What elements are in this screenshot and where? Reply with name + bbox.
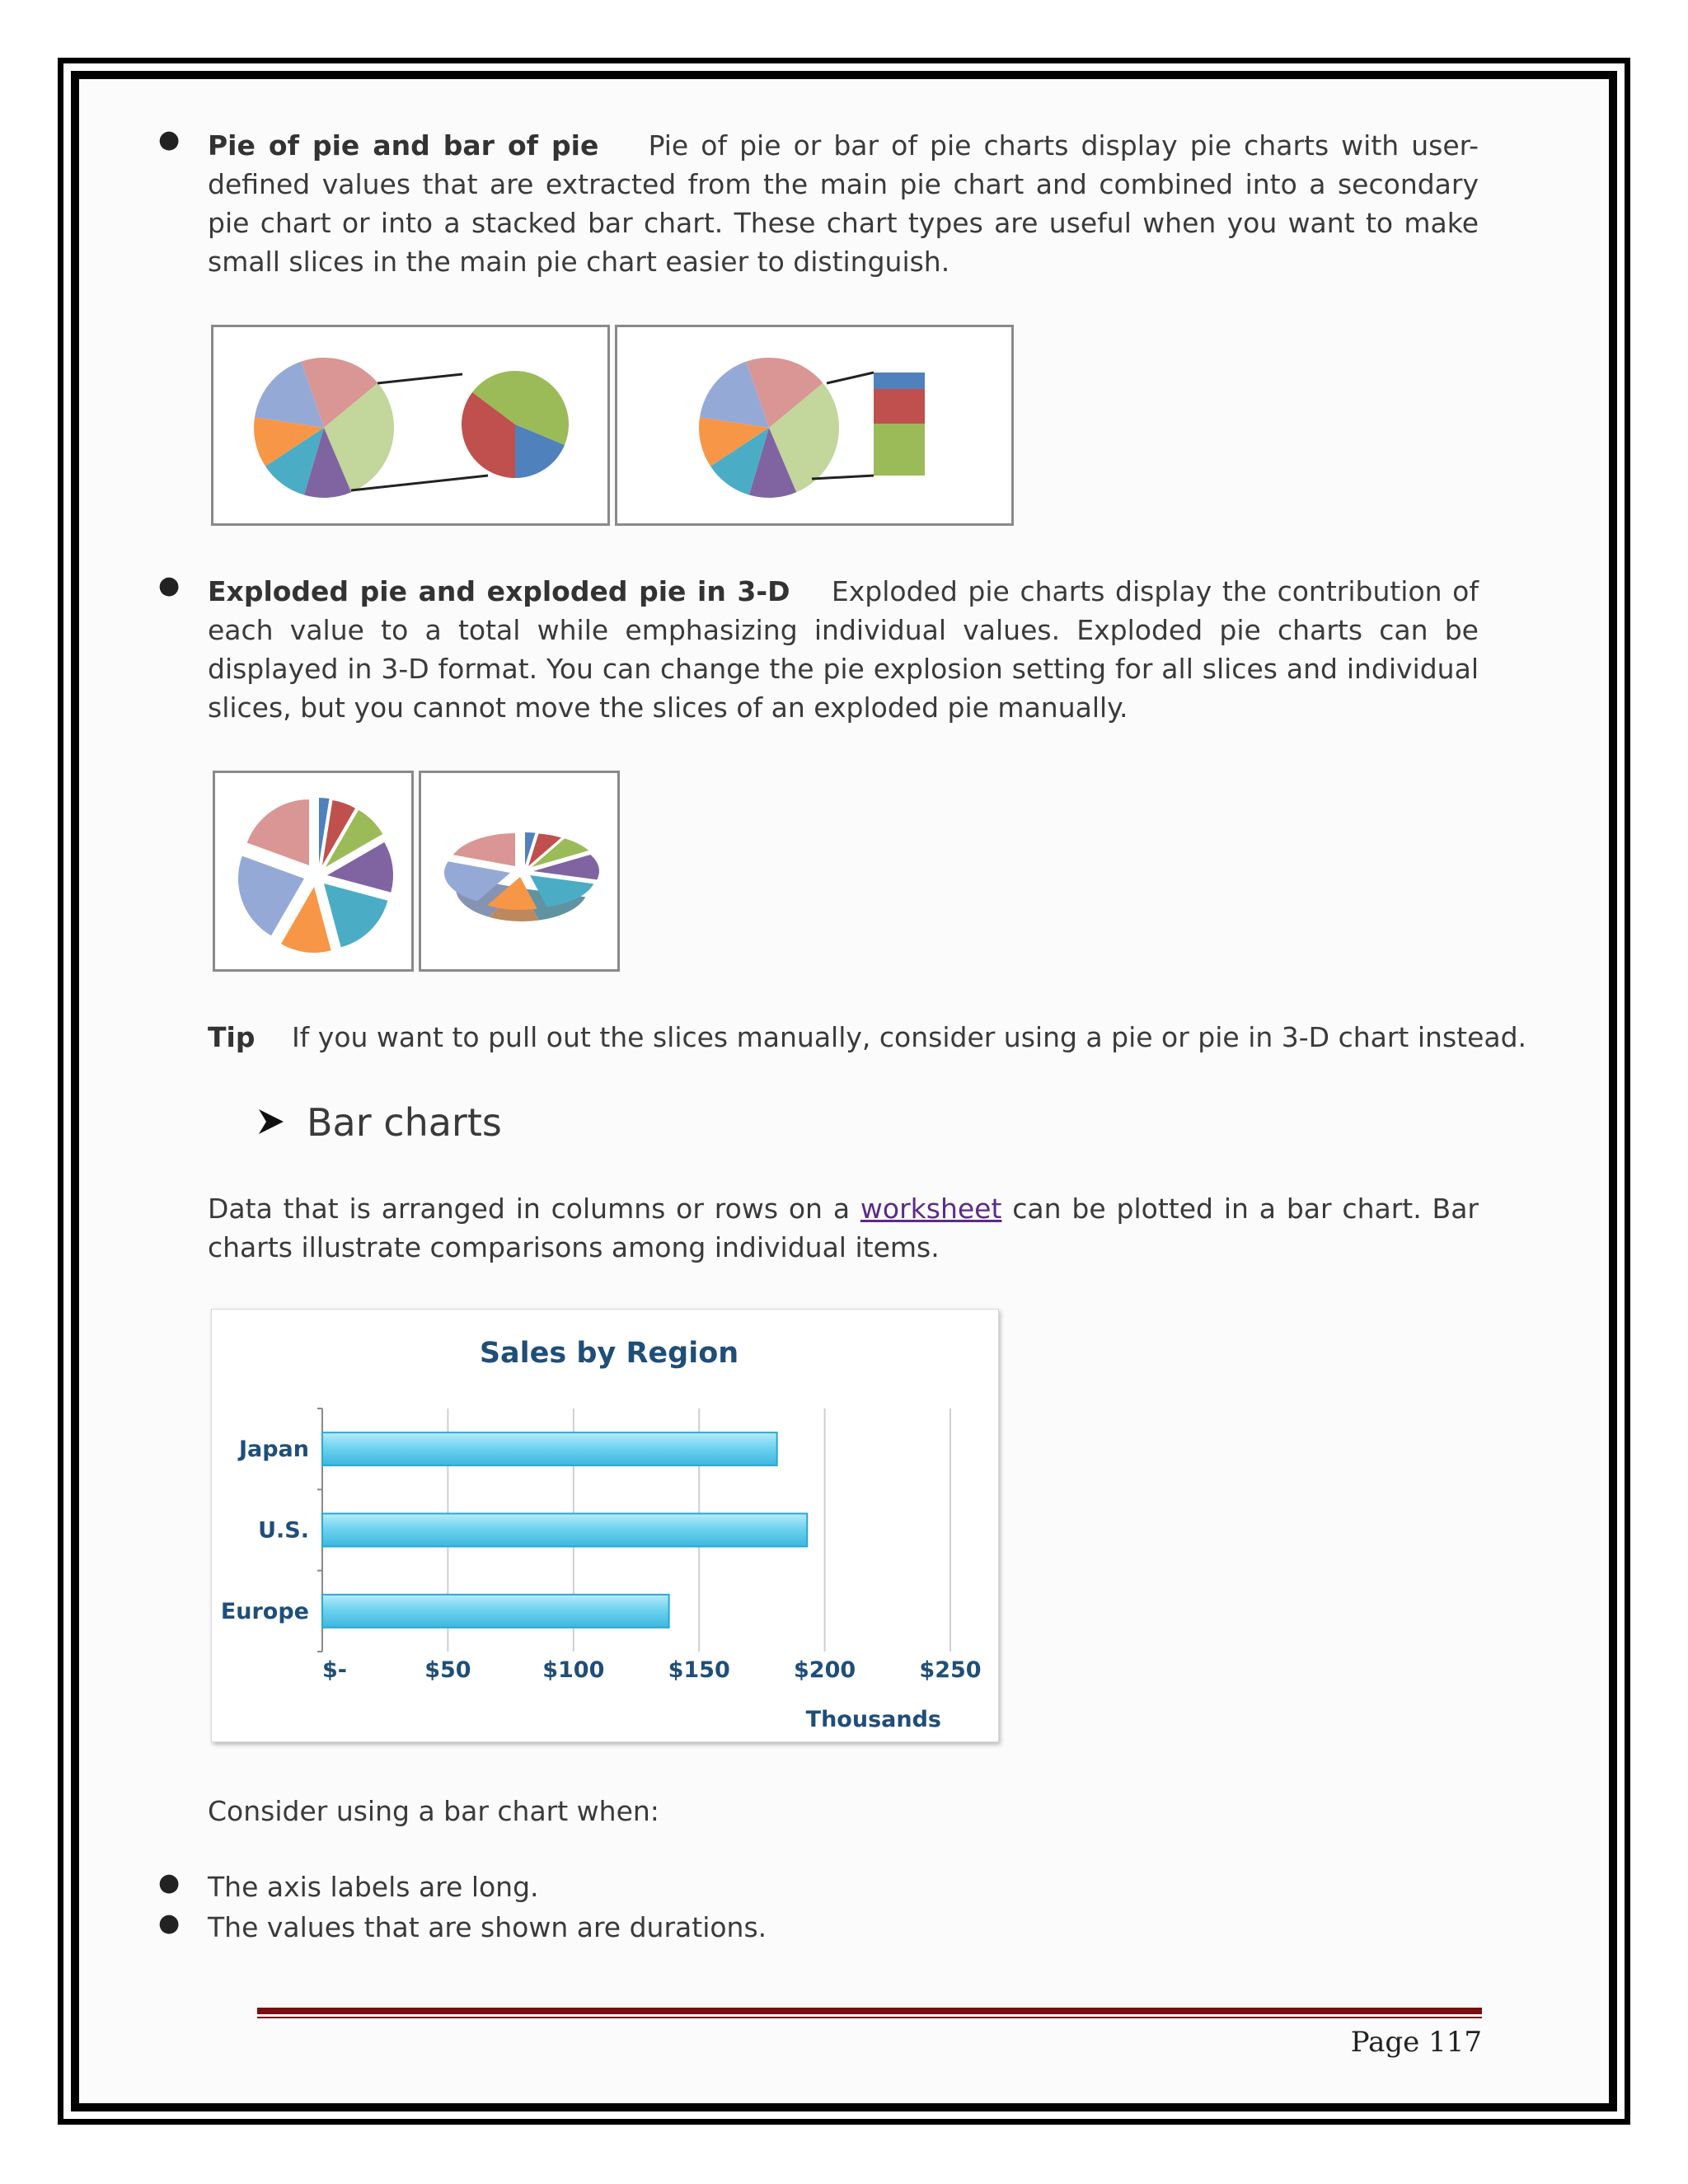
x-tick-label: $100 xyxy=(542,1657,605,1683)
bullet-icon: ● xyxy=(158,1909,181,1938)
pie-of-pie-image xyxy=(211,325,610,526)
sales-bar-chart xyxy=(211,1309,999,1742)
bar-intro-after: can be plotted in a bar chart. Bar charts illustrate comparisons among individual items. xyxy=(208,1193,1479,1263)
pie-of-pie-lead: Pie of pie and bar of pie xyxy=(208,129,599,162)
bullet-icon: ● xyxy=(158,1868,181,1897)
footer-rule xyxy=(257,2008,1482,2014)
y-category-label: Europe xyxy=(220,1598,309,1624)
bar-of-pie-image xyxy=(615,325,1014,526)
worksheet-link[interactable]: worksheet xyxy=(860,1193,1002,1225)
chart-title: Sales by Region xyxy=(479,1337,739,1370)
bar-europe xyxy=(322,1595,669,1628)
page-number: Page 117 xyxy=(1350,2026,1482,2059)
exploded-pie-3d-image xyxy=(419,771,620,972)
consider-text: Consider using a bar chart when: xyxy=(208,1795,659,1827)
bar-intro-before: Data that is arranged in columns or rows on a xyxy=(208,1193,860,1225)
footer-rule-thin xyxy=(257,2017,1482,2018)
bar-us xyxy=(322,1514,807,1547)
list-item: The axis labels are long. xyxy=(208,1871,539,1903)
tip-label: Tip xyxy=(208,1021,256,1053)
exploded-pie-lead: Exploded pie and exploded pie in 3-D xyxy=(208,575,790,607)
x-tick-label: $- xyxy=(322,1657,347,1683)
bar-japan xyxy=(322,1432,777,1465)
exploded-pie-image xyxy=(213,771,414,972)
tip-text: If you want to pull out the slices manually, consider using a pie or pie in 3-D chart instead. xyxy=(291,1021,1527,1053)
x-tick-label: $250 xyxy=(919,1657,982,1683)
pie-of-pie-paragraph xyxy=(208,126,1479,281)
bar-intro-paragraph xyxy=(208,1189,1479,1267)
bullet-icon: ● xyxy=(158,125,181,154)
x-axis-label: Thousands xyxy=(805,1707,941,1732)
tip-note xyxy=(208,1018,1526,1057)
exploded-pie-paragraph xyxy=(208,572,1479,727)
x-tick-label: $200 xyxy=(794,1657,856,1683)
y-category-label: U.S. xyxy=(258,1517,309,1544)
x-tick-label: $50 xyxy=(424,1657,471,1683)
list-item: The values that are shown are durations. xyxy=(208,1911,767,1943)
exploded-pie-text: Exploded pie charts display the contribution of each value to a total while emphasizing individual values. Exploded pie charts can be displayed in 3-D format. You can change the pie explosion setting for all slices and individual slices, but you cannot move the slices of an exploded pie manually. xyxy=(208,575,1479,724)
x-tick-label: $150 xyxy=(668,1657,730,1683)
pie-of-pie-text: Pie of pie or bar of pie charts display pie charts with user-defined values that are extracted from the main pie chart and combined into a secondary pie chart or into a stacked bar chart. These chart types are useful when you want to make small slices in the main pie chart easier to distinguish. xyxy=(208,129,1479,278)
section-heading xyxy=(257,1100,502,1145)
section-heading-text: Bar charts xyxy=(307,1100,502,1145)
y-category-label: Japan xyxy=(238,1436,309,1463)
bullet-icon: ● xyxy=(158,571,181,600)
arrow-bullet-icon xyxy=(257,1108,285,1136)
